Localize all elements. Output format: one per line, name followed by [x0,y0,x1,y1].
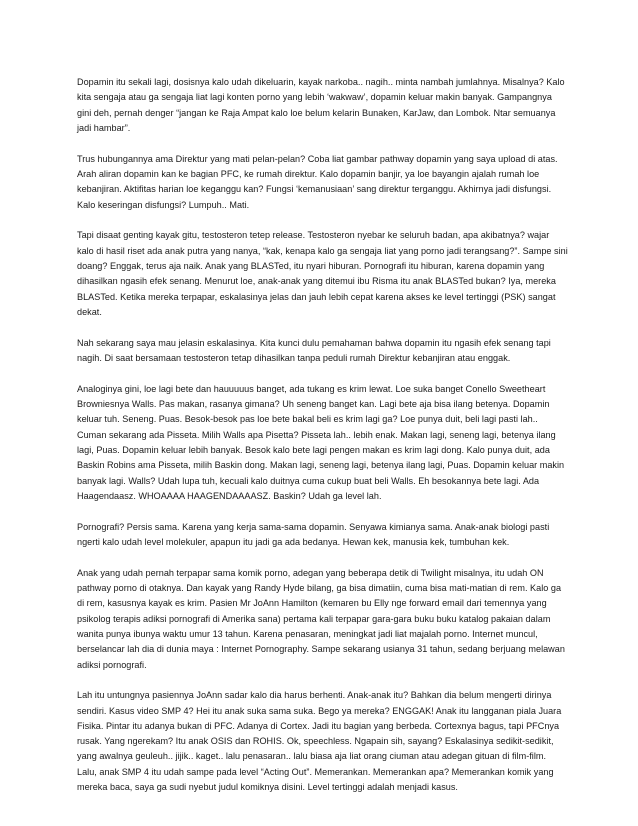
paragraph-4: Nah sekarang saya mau jelasin eskalasinya. Kita kunci dulu pemahaman bahwa dopamin itu ngasih efek senang tapi nagih. Di saat bersamaan testosteron tetap dihasilkan tanpa peduli rumah Direktur kebanjiran atau enggak. [77,337,551,363]
paragraph-1: Dopamin itu sekali lagi, dosisnya kalo udah dikeluarin, kayak narkoba.. nagih.. minta nambah jumlahnya. Misalnya? Kalo kita sengaja atau ga sengaja liat lagi konten porno yang lebih ‘wakwaw’, dopamin keluar makin banyak. Gampangnya gini deh, pernah denger “jangan ke Raja Ampat kalo loe belum kelarin Bunaken, KarJaw, dan Lombok. Ntar semuanya jadi hambar”. [77,77,565,133]
paragraph-6: Pornografi? Persis sama. Karena yang kerja sama-sama dopamin. Senyawa kimianya sama. Anak-anak biologi pasti ngerti kalo udah level molekuler, apapun itu jadi ga ada bedanya. Hewan kek, manusia kek, tumbuhan kek. [77,521,550,547]
paragraph-7: Anak yang udah pernah terpapar sama komik porno, adegan yang beberapa detik di Twilight misalnya, itu udah ON pathway porno di otaknya. Dan kayak yang Randy Hyde bilang, ga bisa dimatiin, cuma bisa mati-matian di rem. Kalo ga di rem, kasusnya kayak es krim. Pasien Mr JoAnn Hamilton (kemaren bu Elly nge forward email dari temennya yang psikolog terapis adiksi pornografi di Amerika sana) pertama kali terpapar gara-gara buku buku katalog pakaian dalam wanita punya ibunya waktu umur 13 tahun. Karena penasaran, meningkat jadi liat majalah porno. Internet muncul, berselancar lah dia di dunia maya : Internet Pornography. Sampe sekarang usianya 31 tahun, sedang berjuang melawan adiksi pornografi. [77,567,565,670]
paragraph-5: Analoginya gini, loe lagi bete dan hauuuuus banget, ada tukang es krim lewat. Loe suka banget Conello Sweetheart Browniesnya Walls. Pas makan, rasanya gimana? Uh seneng banget kan. Lagi bete aja bisa ilang betenya. Dopamin keluar tuh. Seneng. Puas. Besok-besok pas loe bete bakal beli es krim lagi ga? Loe punya duit, beli lagi pasti lah.. Cuman sekarang ada Pisseta. Milih Walls apa Pisetta? Pisseta lah.. lebih enak. Makan lagi, seneng lagi, betenya ilang lagi, Puas. Dopamin keluar lebih banyak. Besok kalo bete lagi pengen makan es krim lagi dong. Kalo punya duit, ada Baskin Robins ama Pisseta, milih Baskin dong. Makan lagi, seneng lagi, betenya ilang lagi, Puas. Dopamin keluar makin banyak lagi. Walls? Udah lupa tuh, kecuali kalo duitnya cuma cukup buat beli Walls. Eh besokannya bete lagi. Ada Haagendaasz. WHOAAAA HAAGENDAAAASZ. Baskin? Udah ga level lah. [77,383,565,501]
paragraph-2: Trus hubungannya ama Direktur yang mati pelan-pelan? Coba liat gambar pathway dopamin yang saya upload di atas. Arah aliran dopamin kan ke bagian PFC, ke rumah direktur. Kalo dopamin banjir, ya loe bayangin ajalah rumah loe kebanjiran. Aktifitas harian loe keganggu kan? Fungsi ‘kemanusiaan’ sang direktur terganggu. Akhirnya jadi disfungsi. Kalo keseringan disfungsi? Lumpuh.. Mati. [77,153,558,210]
paragraph-8: Lah itu untungnya pasiennya JoAnn sadar kalo dia harus berhenti. Anak-anak itu? Bahkan dia belum mengerti dirinya sendiri. Kasus video SMP 4? Hei itu anak suka sama suka. Bego ya mereka? ENGGAK! Anak itu langganan piala Juara Fisika. Pintar itu adanya bukan di PFC. Adanya di Cortex. Jadi itu bagian yang berbeda. Cortexnya bagus, tapi PFCnya rusak. Yang ngerekam? Itu anak OSIS dan ROHIS. Ok, speechless. Ngapain sih, sayang? Eskalasinya sedikit-sedikit, yang awalnya geuleuh.. jijik.. kaget.. lalu penasaran.. lalu biasa aja liat orang ciuman atau adegan gituan di film-film. Lalu, anak SMP 4 itu udah sampe pada level “Acting Out”. Memerankan. Memerankan apa? Memerankan komik yang mereka baca, saya ga sudi nyebut judul komiknya disini. Level tertinggi adalah menjadi kasus. [77,690,562,793]
paragraph-3: Tapi disaat genting kayak gitu, testosteron tetep release. Testosteron nyebar ke seluruh badan, apa akibatnya? wajar kalo di hasil riset ada anak putra yang nanya, “kak, kenapa kalo ga sengaja liat yang porno jadi terangsang?”. Sampe sini doang? Enggak, terus aja naik. Anak yang BLASTed, itu nyari hiburan. Pornografi itu hiburan, karena dopamin yang dihasilkan ngasih efek senang. Menurut loe, anak-anak yang ditemui ibu Risma itu anak BLASTed bukan? Iya, mereka BLASTed. Ketika mereka terpapar, eskalasinya jelas dan jauh lebih cepat karena akses ke level tertinggi (PSK) sangat dekat. [77,230,568,317]
